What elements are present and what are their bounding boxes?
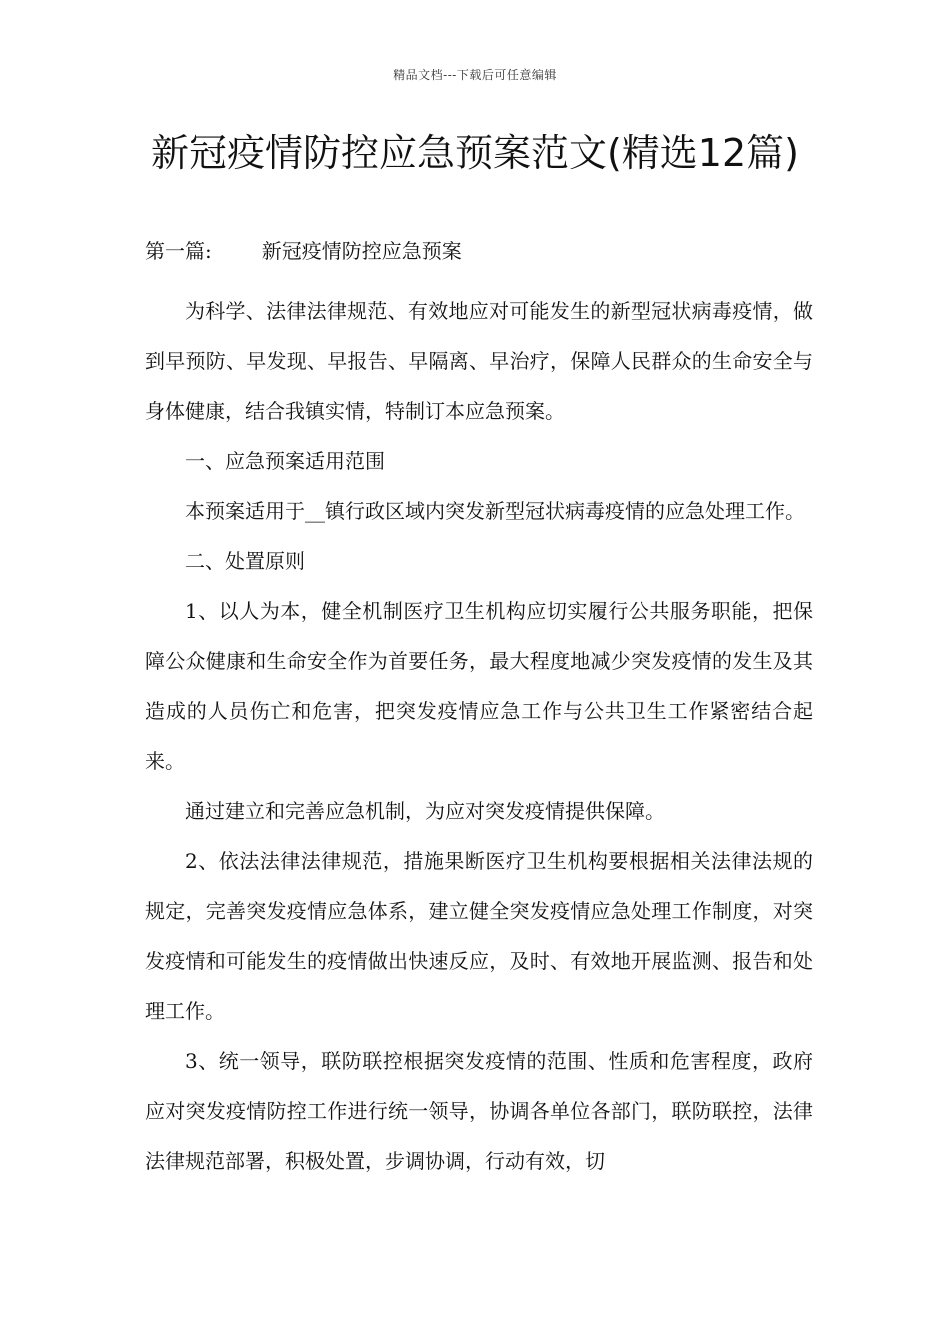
paragraph-principle-2: 2、依法法律法律规范，措施果断医疗卫生机构要根据相关法律法规的规定，完善突发疫情应急体系，建立健全突发疫情应急处理工作制度，对突发疫情和可能发生的疫情做出快速反应，及时、有效地开展监测、报告和处理工作。: [145, 849, 813, 1023]
document-title: 新冠疫情防控应急预案范文(精选12篇): [150, 131, 799, 175]
paragraph-principle-1: 1、以人为本，健全机制医疗卫生机构应切实履行公共服务职能，把保障公众健康和生命安全作为首要任务，最大程度地减少突发疫情的发生及其造成的人员伤亡和危害，把突发疫情应急工作与公共卫生工作紧密结合起来。: [145, 599, 813, 773]
section-name: 新冠疫情防控应急预案: [261, 239, 462, 263]
document-body: [145, 286, 813, 1186]
paragraph-principle-1-cont: 通过建立和完善应急机制，为应对突发疫情提供保障。: [185, 799, 665, 823]
paragraph-scope: 本预案适用于__镇行政区域内突发新型冠状病毒疫情的应急处理工作。: [185, 499, 805, 523]
paragraph-principle-3: 3、统一领导，联防联控根据突发疫情的范围、性质和危害程度，政府应对突发疫情防控工作进行统一领导，协调各单位各部门，联防联控，法律法律规范部署，积极处置，步调协调，行动有效，切: [145, 1049, 813, 1173]
paragraph-heading-scope: 一、应急预案适用范围: [185, 449, 385, 473]
header-note: 精品文档---下载后可任意编辑: [393, 68, 557, 82]
paragraph-intro: 为科学、法律法律规范、有效地应对可能发生的新型冠状病毒疫情，做到早预防、早发现、早报告、早隔离、早治疗，保障人民群众的生命安全与身体健康，结合我镇实情，特制订本应急预案。: [145, 299, 813, 423]
section-label: 第一篇:: [145, 239, 212, 263]
paragraph-heading-principles: 二、处置原则: [185, 549, 305, 573]
section-heading: [145, 236, 462, 266]
